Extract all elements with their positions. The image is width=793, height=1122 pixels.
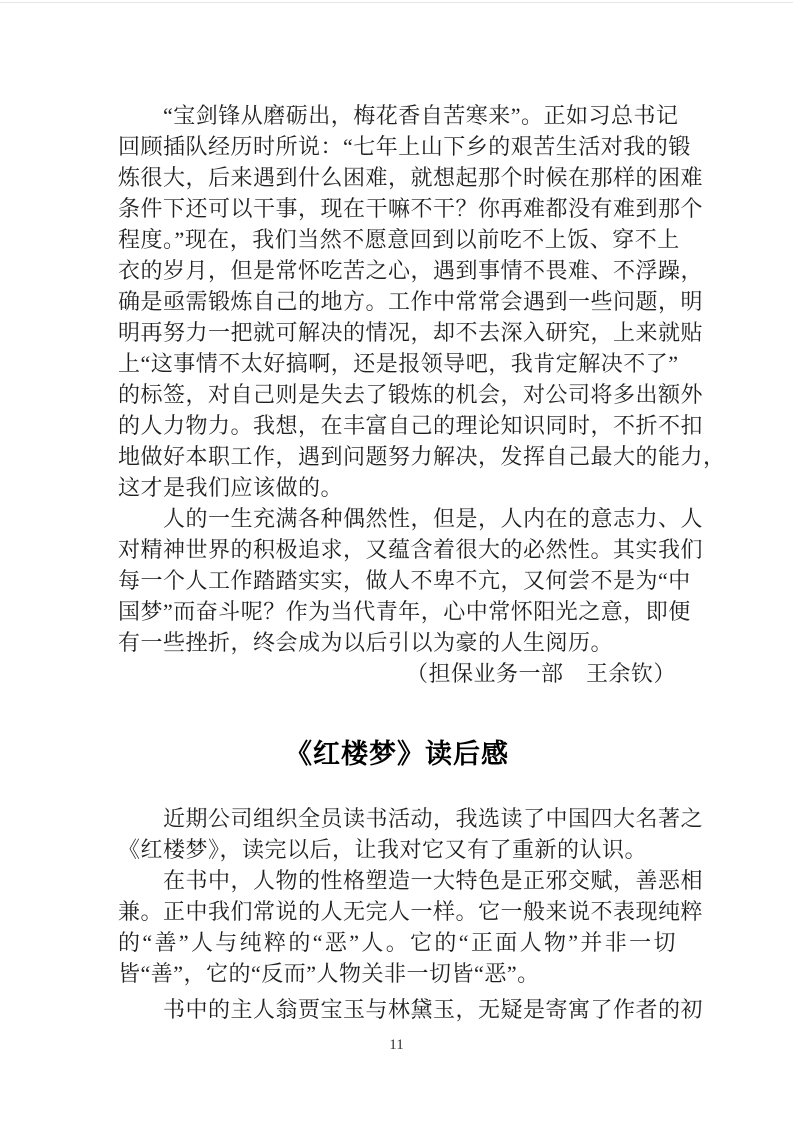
text-line: 近期公司组织全员读书活动，我选读了中国四大名著之 — [118, 806, 704, 831]
text-line: 的标签，对自己则是失去了锻炼的机会，对公司将多出额外 — [118, 382, 704, 407]
article1-paragraph1 — [118, 100, 726, 503]
text-line: 书中的主人翁贾宝玉与林黛玉，无疑是寄寓了作者的初 — [118, 997, 704, 1022]
text-line: 上“这事情不太好搞啊，还是报领导吧，我肯定解决不了” — [118, 351, 679, 376]
article2-paragraph1 — [118, 803, 704, 865]
article-title: 《红楼梦》读后感 — [285, 739, 509, 769]
text-line: 《红楼梦》，读完以后，让我对它又有了重新的认识。 — [118, 837, 648, 862]
text-line: 兼。正中我们常说的人无完人一样。它一般来说不表现纯粹 — [118, 899, 704, 924]
page-number: 11 — [389, 1037, 404, 1053]
text-line: 国梦”而奋斗呢？作为当代青年，心中常怀阳光之意，即便 — [118, 599, 691, 624]
text-line: 在书中，人物的性格塑造一大特色是正邪交赋，善恶相 — [118, 868, 704, 893]
text-line: 程度。”现在，我们当然不愿意回到以前吃不上饭、穿不上 — [118, 227, 680, 252]
text-line: 确是亟需锻炼自己的地方。工作中常常会遇到一些问题，明 — [118, 289, 704, 314]
text-line: 有一些挫折，终会成为以后引以为豪的人生阅历。 — [118, 630, 614, 655]
text-line: 对精神世界的积极追求，又蕴含着很大的必然性。其实我们 — [118, 537, 704, 562]
signature-line: （担保业务一部 王余钦） — [405, 661, 676, 686]
text-line: 的“善”人与纯粹的“恶”人。它的“正面人物”并非一切 — [118, 930, 676, 955]
text-line: “宝剑锋从磨砺出，梅花香自苦寒来”。正如习总书记 — [118, 103, 679, 128]
article2-paragraph2 — [118, 865, 704, 989]
text-line: 条件下还可以干事，现在干嘛不干？你再难都没有难到那个 — [118, 196, 704, 221]
text-line: 衣的岁月，但是常怀吃苦之心，遇到事情不畏难、不浮躁， — [118, 258, 704, 283]
text-line: 皆“善”，它的“反而”人物关非一切皆“恶”。 — [118, 961, 540, 986]
article1-paragraph2 — [118, 503, 704, 658]
text-line: 回顾插队经历时所说：“七年上山下乡的艰苦生活对我的锻 — [118, 134, 691, 159]
text-line: 地做好本职工作，遇到问题努力解决，发挥自己最大的能力， — [118, 444, 726, 469]
text-line: 人的一生充满各种偶然性，但是，人内在的意志力、人 — [118, 506, 704, 531]
text-line: 的人力物力。我想，在丰富自己的理论知识同时，不折不扣 — [118, 413, 704, 438]
article2-paragraph3 — [118, 994, 704, 1025]
text-line: 这才是我们应该做的。 — [118, 475, 344, 500]
text-line: 明再努力一把就可解决的情况，却不去深入研究，上来就贴 — [118, 320, 704, 345]
text-line: 每一个人工作踏踏实实，做人不卑不亢，又何尝不是为“中 — [118, 568, 691, 593]
text-block — [118, 100, 726, 1025]
text-line: 炼很大，后来遇到什么困难，就想起那个时候在那样的困难 — [118, 165, 704, 190]
scan-edge-line — [0, 2, 793, 3]
